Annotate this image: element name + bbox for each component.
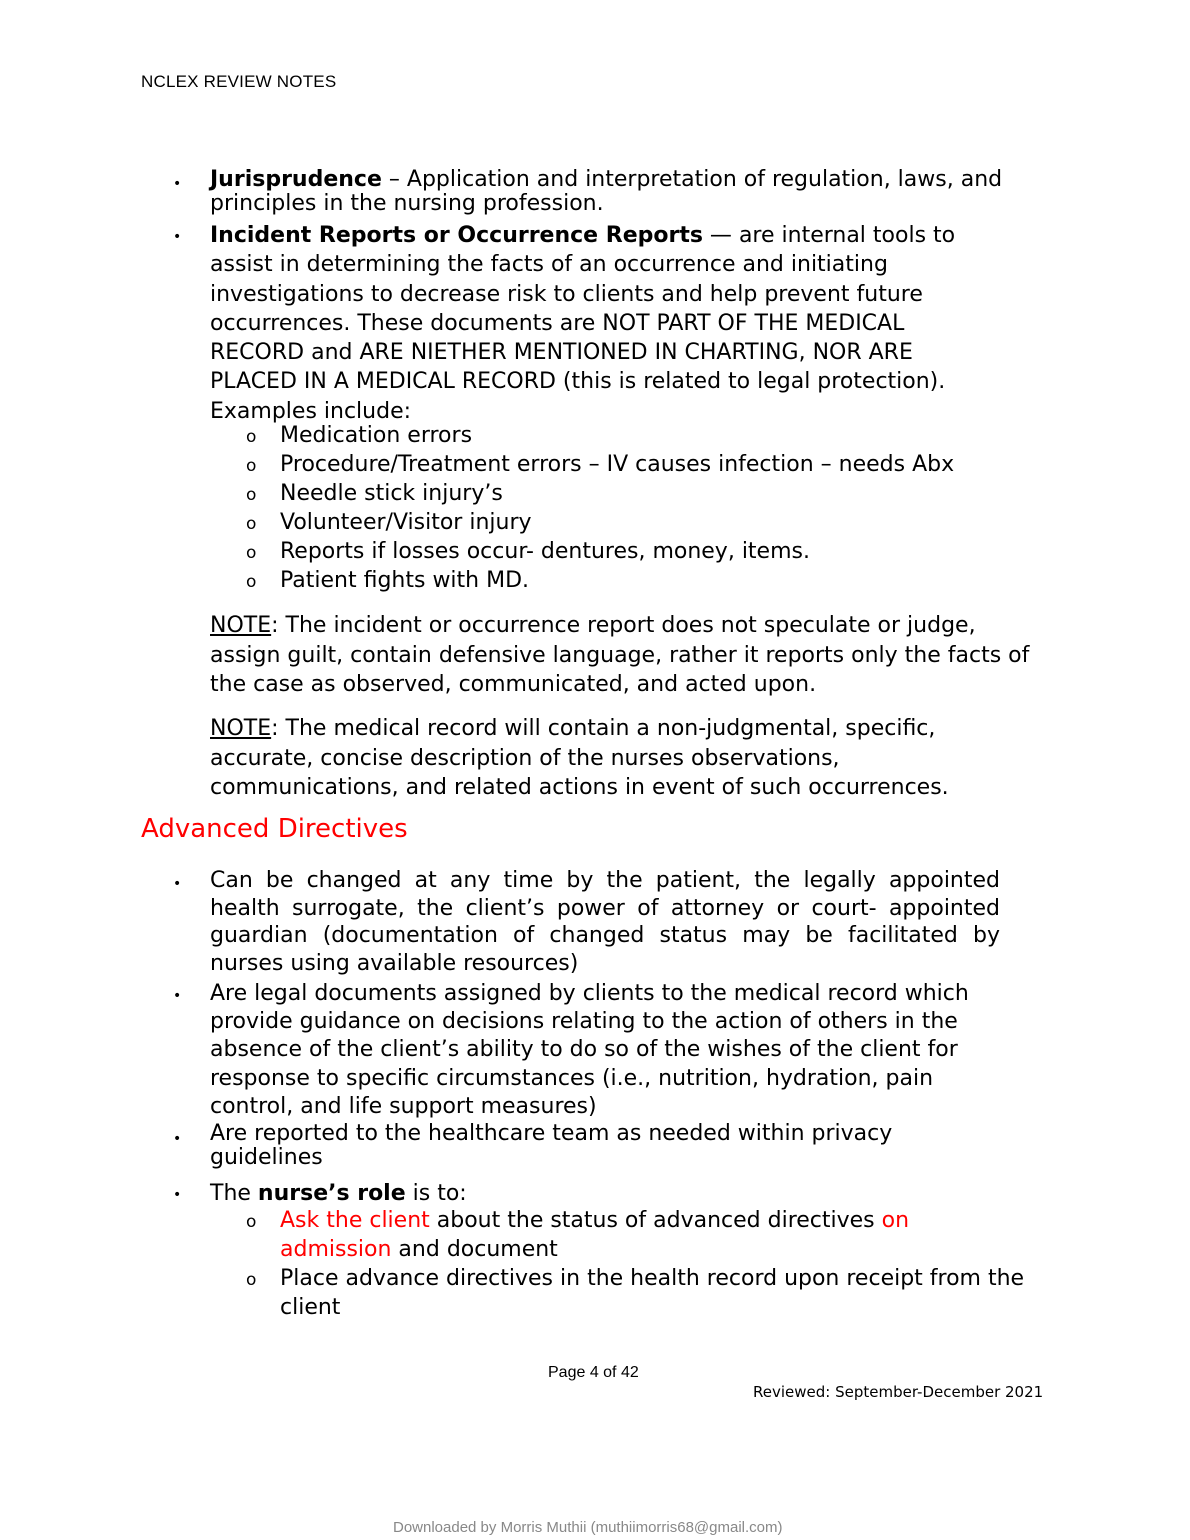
directive-bullet: Are reported to the healthcare team as needed within privacy guidelines	[210, 1121, 893, 1170]
sub-bullet-marker: o	[246, 543, 257, 563]
sub-bullet-marker: o	[246, 1270, 257, 1290]
page-number: Page 4 of 42	[548, 1364, 639, 1381]
note-paragraph: NOTE: The medical record will contain a non-judgmental, specific, accurate, concise description of the nurses observations, communications, and related actions in event of such occurrences.	[210, 716, 949, 800]
bullet-marker: •	[173, 176, 182, 192]
term: Jurisprudence	[210, 167, 382, 192]
example-item: Procedure/Treatment errors – IV causes infection – needs Abx	[280, 452, 955, 477]
bullet-incident-reports: Incident Reports or Occurrence Reports — are internal tools to assist in determining the facts of an occurrence and initiating investigations to decrease risk to clients and help prevent future occurrences. These documents are NOT PART OF THE MEDICAL RECORD and ARE NIETHER MENTIONED IN CHARTING, NOR ARE PLACED IN A MEDICAL RECORD (this is related to legal protection). Examples include:	[210, 223, 956, 424]
bullet-marker: •	[173, 1187, 182, 1203]
example-item: Volunteer/Visitor injury	[280, 510, 532, 535]
note-label: NOTE	[210, 613, 272, 638]
bullet-marker: •	[173, 1131, 182, 1147]
download-watermark: Downloaded by Morris Muthii (muthiimorris68@gmail.com)	[393, 1519, 783, 1536]
sub-bullet-marker: o	[246, 572, 257, 592]
bullet-marker: •	[173, 229, 182, 245]
sub-bullet-marker: o	[246, 427, 257, 447]
role-item: Ask the client about the status of advanced directives on admission and document	[280, 1208, 910, 1262]
note-label: NOTE	[210, 716, 272, 741]
section-title: Advanced Directives	[141, 814, 408, 844]
sub-bullet-marker: o	[246, 514, 257, 534]
sub-bullet-marker: o	[246, 485, 257, 505]
bullet-jurisprudence: Jurisprudence – Application and interpretation of regulation, laws, and principles in the nursing profession.	[210, 167, 1003, 216]
directive-bullet: Are legal documents assigned by clients to the medical record which provide guidance on decisions relating to the action of others in the absence of the client’s ability to do so of the wishes of the client for response to specific circumstances (i.e., nutrition, hydration, pain control, and life support measures)	[210, 981, 969, 1119]
role-item: Place advance directives in the health record upon receipt from the client	[280, 1266, 1025, 1320]
sub-bullet-marker: o	[246, 1212, 257, 1232]
sub-bullet-marker: o	[246, 456, 257, 476]
note-paragraph: NOTE: The incident or occurrence report does not speculate or judge, assign guilt, contain defensive language, rather it reports only the facts of the case as observed, communicated, and acted upon.	[210, 613, 1030, 697]
example-item: Needle stick injury’s	[280, 481, 503, 506]
directive-bullet: Can be changed at any time by the patient, the legally appointed health surrogate, the client’s power of attorney or court- appointed guardian (documentation of changed status may be facilitated by nurses using available resources)	[210, 868, 1000, 976]
reviewed-date: Reviewed: September-December 2021	[753, 1383, 1044, 1401]
bullet-marker: •	[173, 876, 182, 892]
example-item: Medication errors	[280, 423, 473, 448]
term: Incident Reports or Occurrence Reports	[210, 223, 703, 248]
bullet-marker: •	[173, 988, 182, 1004]
example-item: Patient fights with MD.	[280, 568, 530, 593]
nurse-role-bullet: The nurse’s role is to:	[210, 1181, 467, 1206]
page-header: NCLEX REVIEW NOTES	[141, 72, 337, 91]
example-item: Reports if losses occur- dentures, money, items.	[280, 539, 810, 564]
